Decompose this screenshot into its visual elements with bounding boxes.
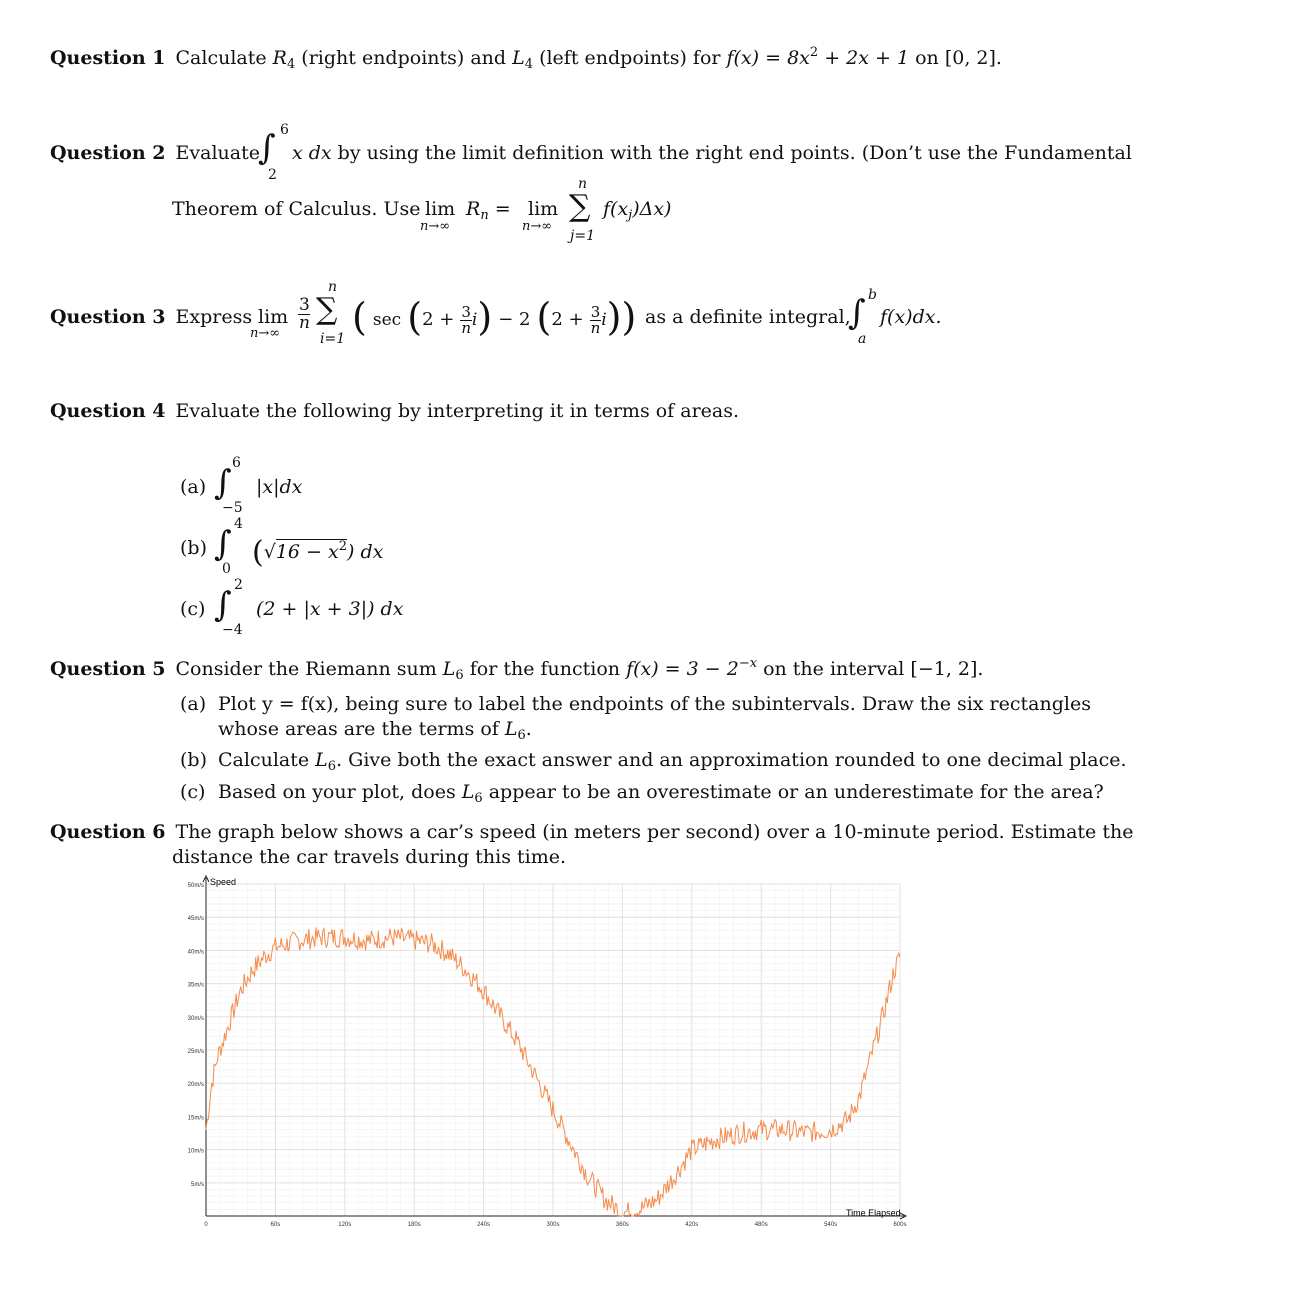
q5c-line xyxy=(218,780,1104,811)
q4b-paren-open: ( xyxy=(252,535,264,570)
q2-sum-term-rest: )Δx) xyxy=(632,198,672,220)
question-1 xyxy=(50,41,1002,77)
q5b-tag: (b) xyxy=(180,749,207,771)
q4b-lower: 0 xyxy=(222,561,231,577)
q1-r: R xyxy=(272,47,287,69)
q3-paren-close-1: ) xyxy=(477,295,493,339)
q2-lim2: lim xyxy=(528,198,559,220)
q1-func-rest: + 2x + 1 xyxy=(818,47,910,69)
q6-line2: distance the car travels during this time. xyxy=(172,846,566,868)
q3-int-lower: a xyxy=(858,331,867,347)
q5b-l: L xyxy=(315,749,328,771)
q4a-lower: −5 xyxy=(222,500,243,516)
question-2-label: Question 2 xyxy=(50,142,166,164)
q3-minus-two: − 2 xyxy=(498,309,531,330)
q5a-line2-sub: 6 xyxy=(517,728,526,743)
q2-evaluate: Evaluate xyxy=(175,142,260,164)
question-5-label: Question 5 xyxy=(50,658,166,680)
q3-frac-num: 3 xyxy=(299,295,310,315)
q5c-sub: 6 xyxy=(474,791,483,806)
q5-func: f(x) = 3 − 2 xyxy=(626,658,739,680)
q4c-lower: −4 xyxy=(222,622,243,638)
q1-text-a: Calculate xyxy=(175,47,273,69)
y-tick-label: 50m/s xyxy=(187,883,204,889)
q2-rn-sub: n xyxy=(480,208,489,223)
q4b-sqrt: √ xyxy=(263,541,276,563)
q2-rn-r: R xyxy=(466,198,481,220)
question-5 xyxy=(50,652,983,688)
q3-sum-top: n xyxy=(328,279,338,295)
q5b-b: . Give both the exact answer and an approximation rounded to one decimal place. xyxy=(336,749,1127,771)
q5b-a: Calculate xyxy=(218,749,316,771)
q1-r-sub: 4 xyxy=(286,57,296,72)
q2-sum-term-sub: j xyxy=(628,208,633,223)
question-3-label: Question 3 xyxy=(50,306,166,328)
q2-lim1: lim xyxy=(425,198,456,220)
q4c-integral-sign: ∫ xyxy=(214,585,232,625)
q3-frac-1-den: n xyxy=(461,318,471,337)
q3-sum-bottom: i=1 xyxy=(320,331,346,347)
q3-sigma: ∑ xyxy=(316,292,338,327)
q2-integrand: x dx xyxy=(292,142,332,164)
q2-lim2-sub: n→∞ xyxy=(522,219,553,234)
x-tick-label: 540s xyxy=(824,1222,838,1228)
q3-i2: i xyxy=(601,310,607,330)
question-6-label: Question 6 xyxy=(50,821,166,843)
question-1-label: Question 1 xyxy=(50,47,166,69)
q5a-line2 xyxy=(218,717,532,748)
y-tick-label: 25m/s xyxy=(187,1049,204,1055)
q1-func: f(x) = 8x xyxy=(726,47,810,69)
y-tick-label: 10m/s xyxy=(187,1148,204,1155)
question-5-text xyxy=(175,656,984,683)
q2-integral-sign: ∫ xyxy=(258,128,276,168)
q3-sec: sec xyxy=(372,310,402,330)
q1-interval: [0, 2]. xyxy=(944,47,1002,69)
question-4 xyxy=(50,399,739,423)
q3-paren-open-1: ( xyxy=(407,295,423,339)
q3-lim-sub: n→∞ xyxy=(250,326,281,341)
y-tick-label: 20m/s xyxy=(187,1082,204,1089)
q3-frac-2-den: n xyxy=(590,318,601,337)
q4a-integral-sign: ∫ xyxy=(214,463,232,503)
q3-i1: i xyxy=(471,310,478,330)
q5a-line2a: whose areas are the terms of xyxy=(218,718,505,740)
q5-text-b: for the function xyxy=(463,658,627,680)
x-tick-label: 300s xyxy=(546,1222,560,1228)
q2-upper: 6 xyxy=(280,122,289,138)
y-tick-labels xyxy=(188,883,204,1188)
q3-frac-den: n xyxy=(298,313,310,333)
q2-lower: 2 xyxy=(268,167,277,183)
chart-axes xyxy=(203,876,906,1219)
q4b-upper: 4 xyxy=(234,516,243,532)
q3-two-b: 2 + xyxy=(551,309,584,330)
q5-text-a: Consider the Riemann sum xyxy=(175,658,443,680)
q3-paren-open-outer: ( xyxy=(352,295,367,339)
q4b-rad-sup: 2 xyxy=(338,539,348,554)
q5a-line2-l: L xyxy=(504,718,518,740)
q2-line2-a: Theorem of Calculus. Use xyxy=(172,198,421,220)
question-4-label: Question 4 xyxy=(50,400,166,422)
question-2 xyxy=(50,141,260,165)
x-tick-label: 360s xyxy=(615,1222,629,1228)
q4b-radicand: 16 − x xyxy=(275,541,339,563)
q3-paren-open-2: ( xyxy=(536,295,552,339)
grid-major xyxy=(206,884,900,1216)
q5b-line xyxy=(218,748,1127,779)
x-tick-label: 60s xyxy=(270,1222,281,1228)
q2-sigma: ∑ xyxy=(569,189,591,224)
q4-text: Evaluate the following by interpreting it in terms of areas. xyxy=(175,400,740,422)
q2-sum-top: n xyxy=(578,176,588,192)
q5a-tag: (a) xyxy=(180,693,207,715)
x-tick-label: 180s xyxy=(407,1222,421,1228)
q2-line1-rest: by using the limit definition with the right end points. (Don’t use the Fundamental xyxy=(331,142,1132,164)
question-6 xyxy=(50,820,1133,844)
y-axis-label: Speed xyxy=(210,877,237,887)
q5c-a: Based on your plot, does xyxy=(218,781,462,803)
y-tick-label: 15m/s xyxy=(187,1115,204,1122)
q5c-b: appear to be an overestimate or an underestimate for the area? xyxy=(482,781,1104,803)
q3-paren-close-2: ) xyxy=(606,295,622,339)
q3-int-upper: b xyxy=(868,287,877,303)
x-tick-label: 480s xyxy=(754,1222,768,1228)
q2-sum-term-a: f(x xyxy=(603,198,629,220)
q4c-upper: 2 xyxy=(234,577,243,593)
q6-line1: The graph below shows a car’s speed (in meters per second) over a 10-minute period. Estimate the xyxy=(175,821,1134,843)
q1-l-sub: 4 xyxy=(524,57,534,72)
y-tick-label: 40m/s xyxy=(187,949,204,956)
question-1-text xyxy=(175,45,1002,72)
q2-line1 xyxy=(292,141,1132,165)
q5a-line1: Plot y = f(x), being sure to label the endpoints of the subintervals. Draw the six rectangles xyxy=(218,693,1091,715)
y-tick-label: 5m/s xyxy=(190,1181,204,1188)
q3-lim: lim xyxy=(258,306,289,328)
q3-frac-1: $\frac{3}{n}$ xyxy=(461,302,471,337)
q1-l: L xyxy=(512,47,525,69)
q3-as-text: as a definite integral, xyxy=(645,306,851,328)
q4c-body: (2 + |x + 3|) dx xyxy=(256,598,404,620)
q5-l-sub: 6 xyxy=(455,668,464,683)
q4b-radicand-wrap xyxy=(276,539,347,563)
q4b-tag: (b) xyxy=(180,537,207,559)
q4a-tag: (a) xyxy=(180,476,207,498)
q1-func-sup: 2 xyxy=(809,45,819,60)
q5c-tag: (c) xyxy=(180,781,206,803)
q2-lim1-sub: n→∞ xyxy=(420,219,451,234)
x-tick-label: 120s xyxy=(338,1222,352,1228)
x-tick-label: 0 xyxy=(204,1222,208,1228)
x-tick-label: 420s xyxy=(685,1222,699,1228)
q4b-integral-sign: ∫ xyxy=(214,524,232,564)
q3-express: Express xyxy=(175,306,253,328)
x-tick-label: 600s xyxy=(893,1222,907,1228)
q3-expression xyxy=(352,295,637,339)
q3-integral-sign: ∫ xyxy=(848,293,866,333)
q1-text-d: on xyxy=(909,47,945,69)
q4b-body xyxy=(252,532,383,568)
q2-eq: = xyxy=(488,198,511,220)
y-tick-label: 45m/s xyxy=(187,916,204,923)
q3-int-body: f(x)dx. xyxy=(880,306,942,328)
q3-frac-bar xyxy=(298,314,310,315)
speed-chart xyxy=(170,872,910,1234)
q5c-l: L xyxy=(461,781,475,803)
q3-two: 2 + xyxy=(422,309,455,330)
q4b-body-post: ) dx xyxy=(347,541,384,563)
q4a-body: |x|dx xyxy=(256,476,303,498)
q2-rn xyxy=(466,197,511,228)
q3-frac-2: $\frac{3}{n}$ xyxy=(590,302,601,337)
y-tick-label: 35m/s xyxy=(187,982,204,989)
x-tick-label: 240s xyxy=(477,1222,491,1228)
q4c-tag: (c) xyxy=(180,598,206,620)
q5-text-c: on the interval xyxy=(757,658,911,680)
y-tick-label: 30m/s xyxy=(187,1015,204,1022)
q5b-sub: 6 xyxy=(327,759,337,774)
q5-l: L xyxy=(442,658,456,680)
question-3 xyxy=(50,305,252,329)
q5-func-sup: −x xyxy=(738,656,758,671)
q2-sum-bottom: j=1 xyxy=(570,228,595,244)
q5a-line2b: . xyxy=(525,718,532,740)
q1-text-c: (left endpoints) for xyxy=(533,47,727,69)
q3-paren-close-outer: ) xyxy=(621,295,637,339)
x-axis-label: Time Elapsed xyxy=(846,1208,901,1218)
q2-sum-term xyxy=(603,197,671,228)
q5-interval: [−1, 2]. xyxy=(910,658,984,680)
q1-text-b: (right endpoints) and xyxy=(295,47,513,69)
q4a-upper: 6 xyxy=(232,455,241,471)
x-tick-labels xyxy=(204,1222,906,1228)
